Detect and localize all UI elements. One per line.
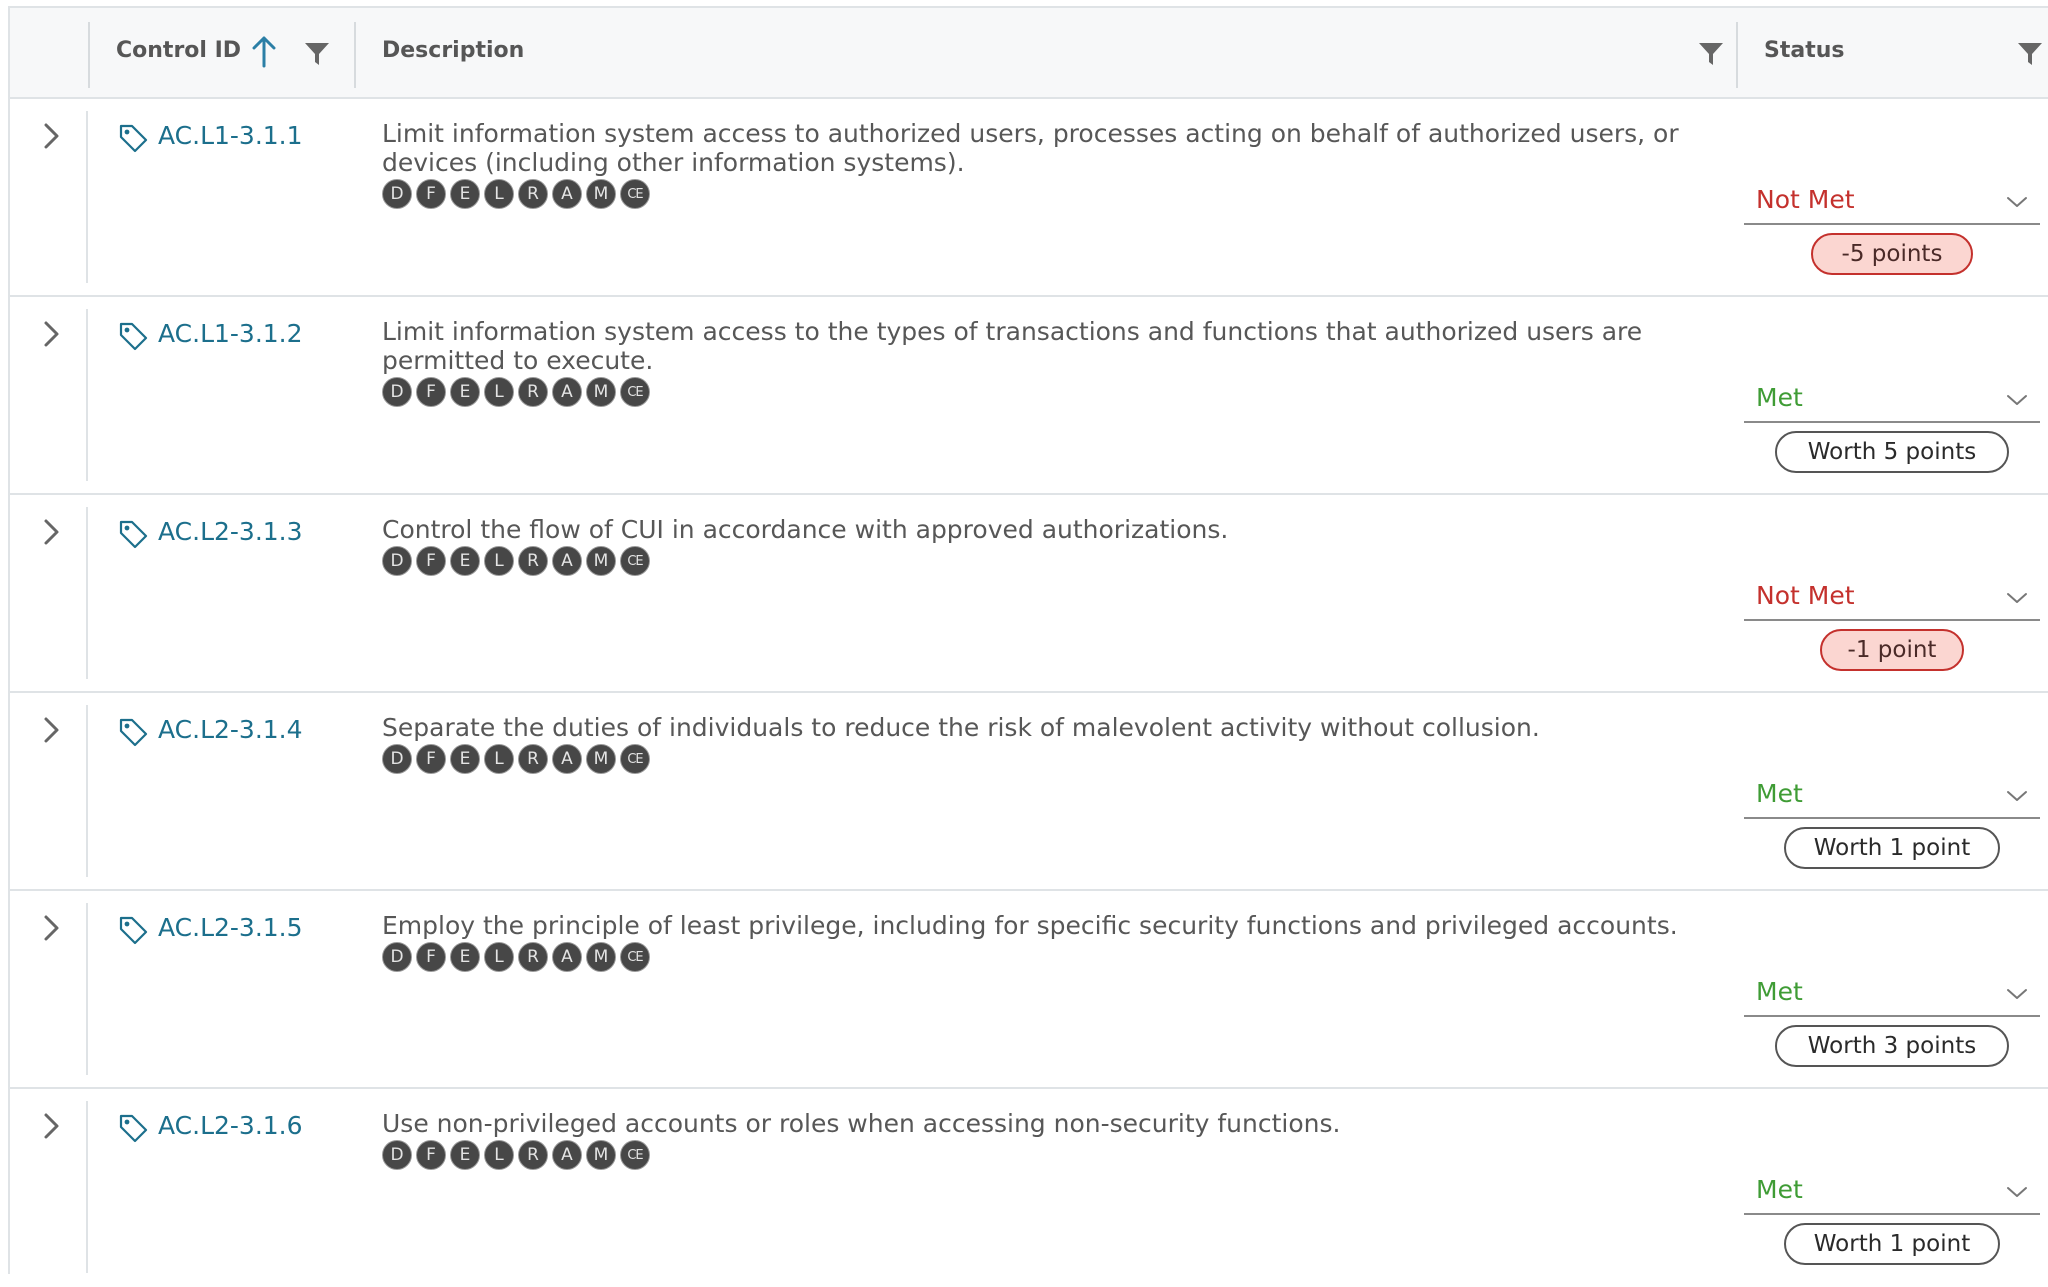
- badge-a: A: [552, 377, 582, 407]
- description-cell: [382, 911, 1732, 974]
- control-id-link[interactable]: AC.L1-3.1.1: [158, 121, 303, 150]
- table-row: [10, 693, 2048, 891]
- chevron-right-icon[interactable]: [36, 913, 66, 943]
- status-value: Met: [1756, 1175, 1803, 1204]
- badge-l: L: [484, 1140, 514, 1170]
- status-select[interactable]: [1744, 179, 2040, 225]
- badge-ce: CE: [620, 179, 650, 209]
- status-select[interactable]: [1744, 377, 2040, 423]
- filter-icon[interactable]: [1698, 42, 1724, 66]
- description-cell: [382, 317, 1732, 409]
- badge-r: R: [518, 744, 548, 774]
- table-row: [10, 297, 2048, 495]
- table-row: [10, 1089, 2048, 1287]
- chevron-down-icon: [2006, 195, 2028, 209]
- column-header-description[interactable]: Description: [382, 38, 525, 63]
- column-divider: [86, 507, 88, 679]
- badge-r: R: [518, 942, 548, 972]
- table-row: [10, 891, 2048, 1089]
- column-header-status[interactable]: Status: [1764, 38, 1845, 63]
- badge-f: F: [416, 179, 446, 209]
- column-divider[interactable]: [354, 22, 356, 88]
- badge-group: [382, 1140, 1732, 1172]
- status-select[interactable]: [1744, 1169, 2040, 1215]
- description-cell: [382, 515, 1732, 578]
- table-row: [10, 495, 2048, 693]
- points-badge: Worth 5 points: [1775, 431, 2009, 473]
- status-value: Not Met: [1756, 581, 1855, 610]
- tag-icon: [118, 123, 148, 153]
- tag-icon: [118, 915, 148, 945]
- control-id-link[interactable]: AC.L2-3.1.4: [158, 715, 303, 744]
- grid-header: [10, 8, 2048, 99]
- description-text: Control the flow of CUI in accordance with approved authorizations.: [382, 515, 1229, 544]
- control-id-link[interactable]: AC.L2-3.1.5: [158, 913, 303, 942]
- badge-r: R: [518, 179, 548, 209]
- badge-d: D: [382, 942, 412, 972]
- badge-l: L: [484, 546, 514, 576]
- points-badge: -1 point: [1820, 629, 1964, 671]
- badge-l: L: [484, 942, 514, 972]
- badge-group: [382, 377, 1732, 409]
- badge-m: M: [586, 744, 616, 774]
- column-divider[interactable]: [88, 22, 90, 88]
- badge-d: D: [382, 179, 412, 209]
- badge-d: D: [382, 1140, 412, 1170]
- column-header-control-id[interactable]: Control ID: [116, 38, 242, 63]
- badge-a: A: [552, 942, 582, 972]
- description-cell: [382, 119, 1732, 211]
- badge-ce: CE: [620, 546, 650, 576]
- badge-l: L: [484, 179, 514, 209]
- badge-group: [382, 179, 1732, 211]
- badge-e: E: [450, 942, 480, 972]
- column-divider: [86, 903, 88, 1075]
- filter-icon[interactable]: [2017, 42, 2043, 66]
- points-badge: -5 points: [1811, 233, 1973, 275]
- chevron-right-icon[interactable]: [36, 1111, 66, 1141]
- badge-e: E: [450, 179, 480, 209]
- badge-d: D: [382, 546, 412, 576]
- chevron-right-icon[interactable]: [36, 121, 66, 151]
- column-divider: [86, 111, 88, 283]
- control-id-link[interactable]: AC.L2-3.1.6: [158, 1111, 303, 1140]
- badge-f: F: [416, 942, 446, 972]
- description-text: Limit information system access to authorized users, processes acting on behalf of authorized users, or devices (including other information systems).: [382, 119, 1679, 177]
- status-select[interactable]: [1744, 773, 2040, 819]
- badge-d: D: [382, 744, 412, 774]
- chevron-down-icon: [2006, 1185, 2028, 1199]
- badge-d: D: [382, 377, 412, 407]
- filter-icon[interactable]: [304, 42, 330, 66]
- badge-ce: CE: [620, 942, 650, 972]
- status-value: Met: [1756, 383, 1803, 412]
- tag-icon: [118, 519, 148, 549]
- column-divider: [86, 309, 88, 481]
- description-cell: [382, 1109, 1732, 1172]
- badge-m: M: [586, 179, 616, 209]
- chevron-right-icon[interactable]: [36, 517, 66, 547]
- badge-l: L: [484, 377, 514, 407]
- description-text: Separate the duties of individuals to reduce the risk of malevolent activity without collusion.: [382, 713, 1540, 742]
- badge-a: A: [552, 179, 582, 209]
- description-text: Employ the principle of least privilege, including for specific security functions and privileged accounts.: [382, 911, 1678, 940]
- badge-r: R: [518, 1140, 548, 1170]
- badge-e: E: [450, 744, 480, 774]
- badge-group: [382, 744, 1732, 776]
- badge-m: M: [586, 546, 616, 576]
- badge-r: R: [518, 377, 548, 407]
- badge-l: L: [484, 744, 514, 774]
- chevron-down-icon: [2006, 393, 2028, 407]
- badge-ce: CE: [620, 744, 650, 774]
- badge-group: [382, 546, 1732, 578]
- badge-e: E: [450, 377, 480, 407]
- status-value: Not Met: [1756, 185, 1855, 214]
- control-id-link[interactable]: AC.L2-3.1.3: [158, 517, 303, 546]
- badge-ce: CE: [620, 1140, 650, 1170]
- chevron-down-icon: [2006, 789, 2028, 803]
- status-select[interactable]: [1744, 575, 2040, 621]
- badge-f: F: [416, 1140, 446, 1170]
- chevron-right-icon[interactable]: [36, 319, 66, 349]
- status-select[interactable]: [1744, 971, 2040, 1017]
- status-value: Met: [1756, 779, 1803, 808]
- controls-grid: [8, 6, 2048, 1274]
- badge-e: E: [450, 1140, 480, 1170]
- chevron-right-icon[interactable]: [36, 715, 66, 745]
- badge-e: E: [450, 546, 480, 576]
- column-divider[interactable]: [1736, 22, 1738, 88]
- badge-a: A: [552, 1140, 582, 1170]
- description-cell: [382, 713, 1732, 776]
- chevron-down-icon: [2006, 987, 2028, 1001]
- table-row: [10, 99, 2048, 297]
- points-badge: Worth 1 point: [1784, 827, 2000, 869]
- badge-a: A: [552, 546, 582, 576]
- status-value: Met: [1756, 977, 1803, 1006]
- sort-ascending-icon[interactable]: [250, 34, 278, 68]
- badge-m: M: [586, 1140, 616, 1170]
- badge-a: A: [552, 744, 582, 774]
- badge-r: R: [518, 546, 548, 576]
- column-divider: [86, 705, 88, 877]
- description-text: Use non-privileged accounts or roles when accessing non-security functions.: [382, 1109, 1341, 1138]
- badge-f: F: [416, 377, 446, 407]
- tag-icon: [118, 717, 148, 747]
- badge-ce: CE: [620, 377, 650, 407]
- chevron-down-icon: [2006, 591, 2028, 605]
- tag-icon: [118, 1113, 148, 1143]
- description-text: Limit information system access to the types of transactions and functions that authorized users are permitted to execute.: [382, 317, 1643, 375]
- tag-icon: [118, 321, 148, 351]
- badge-m: M: [586, 377, 616, 407]
- badge-group: [382, 942, 1732, 974]
- control-id-link[interactable]: AC.L1-3.1.2: [158, 319, 303, 348]
- points-badge: Worth 1 point: [1784, 1223, 2000, 1265]
- points-badge: Worth 3 points: [1775, 1025, 2009, 1067]
- badge-f: F: [416, 744, 446, 774]
- column-divider: [86, 1101, 88, 1273]
- badge-f: F: [416, 546, 446, 576]
- badge-m: M: [586, 942, 616, 972]
